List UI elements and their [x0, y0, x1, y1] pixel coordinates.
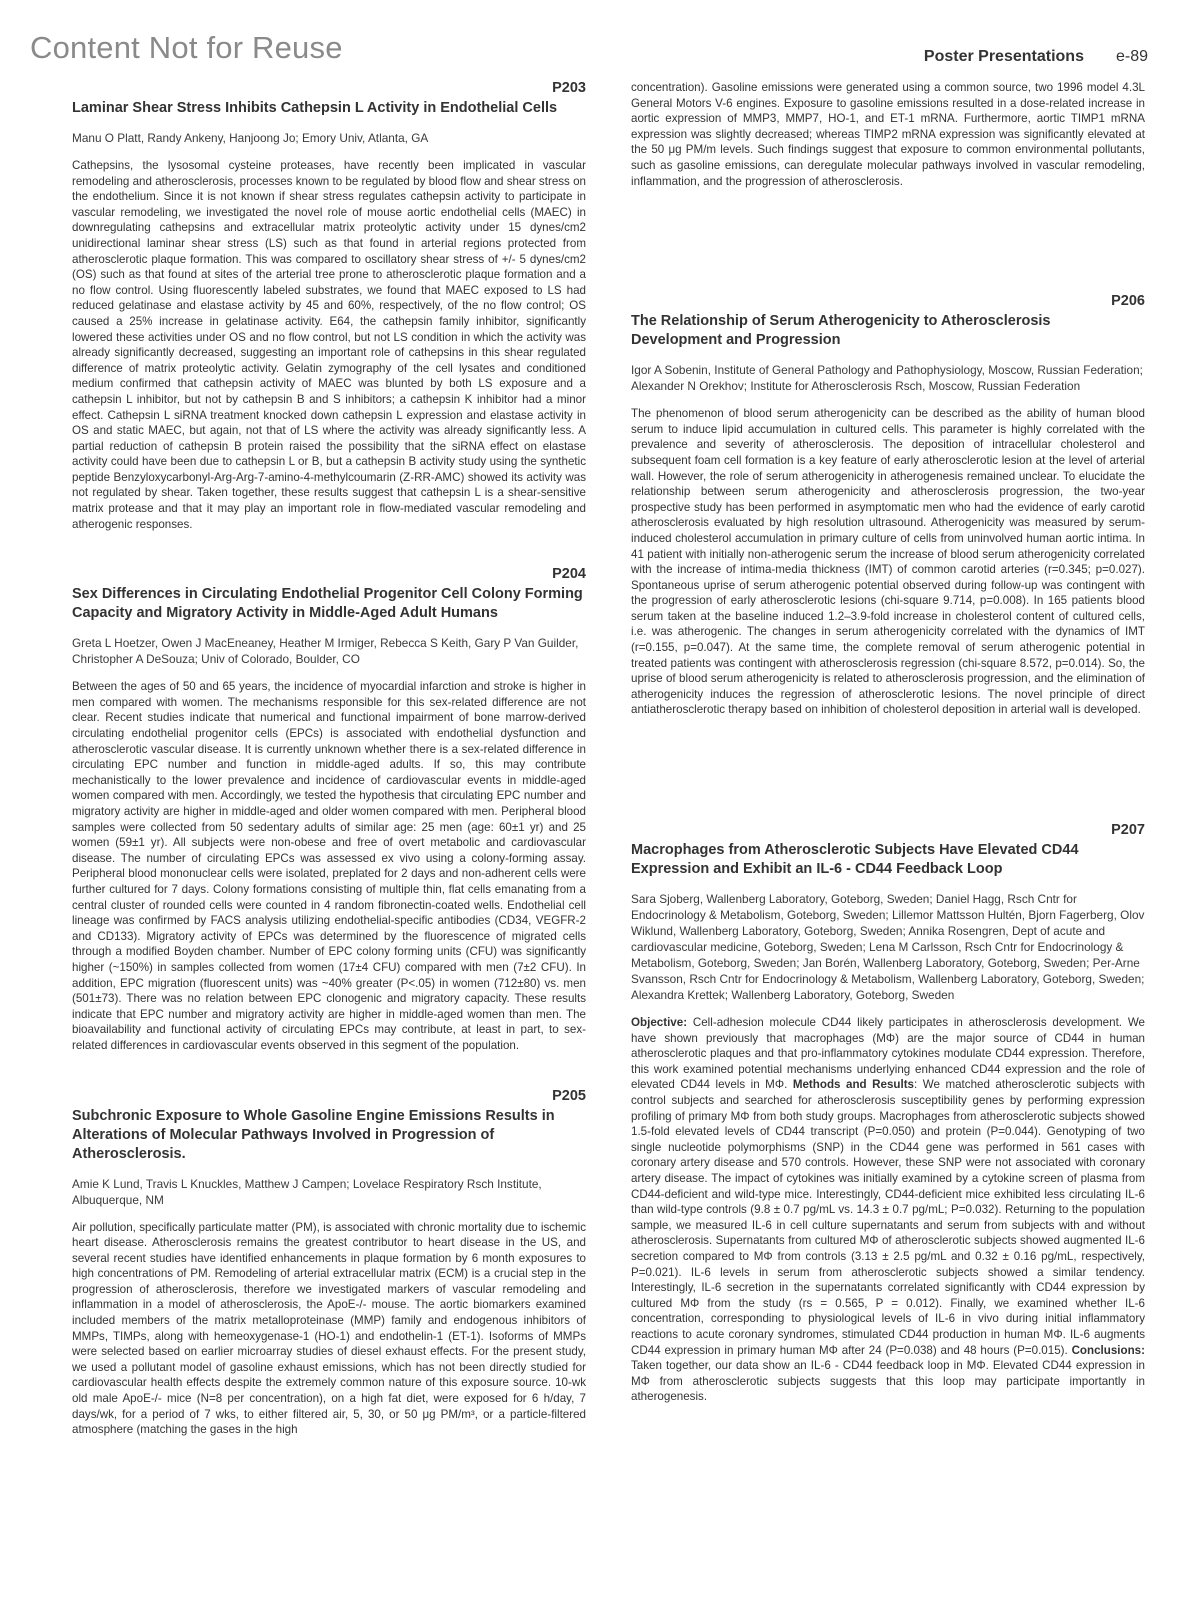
abstract-code: P204 — [552, 566, 586, 583]
section-title: Poster Presentations — [923, 48, 1084, 65]
abstract-title: Laminar Shear Stress Inhibits Cathepsin L Activity in Endothelial Cells — [72, 100, 558, 116]
right-column — [631, 80, 1145, 1405]
abstract-body — [631, 1015, 1145, 1405]
abstract-body: Cathepsins, the lysosomal cysteine proteases, have recently been implicated in vascular remodeling and atherosclerosis, processes known to be regulated by blood flow and shear stress on the endothelium. Since it is not known if shear stress regulates cathepsin activity to participate in vascular remodeling, we investigated the novel role of mouse aortic endothelial cells (MAEC) in downregulating cathepsins and extracellular matrix proteolytic activity under 15 dynes/cm2 unidirectional laminar shear stress (LS) such as that found in arterial regions protected from atherosclerotic plaque formation. This was compared to oscillatory shear stress of +/- 5 dynes/cm2 (OS) such as that found at sites of the arterial tree prone to atherosclerotic plaque formation and a no flow control. Using fluorescently labeled substrates, we found that MAEC exposed to LS had reduced gelatinase and elastase activity by 45 and 60%, respectively, of the no flow control; OS caused a 25% increase in gelatinase activity. E64, the cathepsin family inhibitor, significantly lowered these activities under OS and no flow control, but not LS condition in which the activity was already significantly decreased, suggesting an important role of cathepsins in this shear regulated difference of matrix proteolytic activity. Gelatin zymography of the cell lysates and conditioned medium confirmed that cathepsin activity of MAEC was blunted by both LS exposure and a cathepsin L inhibitor, but not by cathepsin B and S inhibitors; a cathepsin K inhibitor had a minor effect. Cathepsin L siRNA treatment knocked down cathepsin L expression and elastase activity in OS and static MAEC, but again, not that of LS where the activity was already significantly less. A partial reduction of cathepsin B protein raised the possibility that the siRNA effect on elastase activity could have been due to cathepsin L or B, but a cathepsin B activity study using the synthetic peptide Benzyloxycarbonyl-Arg-Arg-7-amino-4-methylcoumarin (Z-RR-AMC) showed its activity was not regulated by shear. Taken together, these results suggest that cathepsin L is a shear-sensitive matrix protease and that it may play an important role in flow-mediated vascular remodeling and atherogenic responses. — [72, 159, 586, 531]
abstract-p206 — [631, 293, 1145, 718]
abstract-title: The Relationship of Serum Atherogenicity to Atherosclerosis Development and Progression — [631, 313, 1051, 349]
abstract-code: P206 — [1111, 293, 1145, 310]
conclusions-label: Conclusions: — [1071, 1343, 1145, 1357]
page-number: e-89 — [1115, 48, 1148, 65]
left-column — [72, 80, 586, 1438]
abstract-title: Sex Differences in Circulating Endothelial Progenitor Cell Colony Forming Capacity and Migratory Activity in Middle-Aged Adult Humans — [72, 586, 583, 622]
abstract-authors: Igor A Sobenin, Institute of General Pathology and Pathophysiology, Moscow, Russian Federation; Alexander N Orekhov; Institute for Atherosclerosis Rsch, Moscow, Russian Federation — [631, 363, 1143, 394]
objective-label: Objective: — [631, 1016, 688, 1030]
abstract-p203 — [72, 80, 586, 532]
abstract-code: P205 — [552, 1087, 586, 1104]
conclusions-text: Taken together, our data show an IL-6 - CD44 feedback loop in MΦ. Elevated CD44 expression in MΦ from atherosclerotic subjects suggests that this loop may participate importantly in atherogenesis. — [631, 1359, 1145, 1404]
abstract-p204 — [72, 566, 586, 1053]
abstract-authors: Amie K Lund, Travis L Knuckles, Matthew J Campen; Lovelace Respiratory Rsch Institute, Albuquerque, NM — [72, 1176, 542, 1207]
methods-label: Methods and Results — [792, 1078, 915, 1092]
abstract-authors: Greta L Hoetzer, Owen J MacEneaney, Heather M Irmiger, Rebecca S Keith, Gary P Van Guilder, Christopher A DeSouza; Univ of Colorado, Boulder, CO — [72, 636, 579, 667]
abstract-body: Between the ages of 50 and 65 years, the incidence of myocardial infarction and stroke is higher in men compared with women. The mechanisms responsible for this sex-related difference are not clear. Recent studies indicate that numerical and functional impairment of bone marrow-derived circulating endothelial progenitor cells (EPCs) is associated with endothelial dysfunction and atherosclerotic vascular disease. It is currently unknown whether there is a sex-related difference in circulating EPC number and function in middle-aged adults. If so, this may contribute mechanistically to the lower prevalence and incidence of cardiovascular events in middle-aged women compared with men. Accordingly, we tested the hypothesis that circulating EPC number and migratory activity are higher in middle-aged and older women compared with men. Peripheral blood samples were collected from 50 sedentary adults of similar age: 25 men (age: 60±1 yr) and 25 women (59±1 yr). All subjects were non-obese and free of overt metabolic and cardiovascular disease. The number of circulating EPCs was assessed ex vivo using a colony-forming assay. Peripheral blood mononuclear cells were isolated, preplated for 2 days and non-adherent cells were further cultured for 7 days. Colony formations consisting of multiple thin, flat cells emanating from a central cluster of rounded cells were counted in 4 random fibronectin-coated wells. Endothelial cell lineage was confirmed by FACS analysis utilizing endothelial-specific antibodies (CD34, VEGFR-2 and CD133). Migratory activity of EPCs was determined by the fluorescence of migrated cells through a modified Boyden chamber. Number of EPC colony forming units (CFU) was significantly higher (~150%) in samples collected from women (17±4 CFU) compared with men (7±2 CFU). In addition, EPC migration (fluorescent units) was ~40% greater (P<.05) in women (712±80) vs. men (501±73). There was no relation between EPC clonogenic and migratory capacity. These results indicate that EPC number and migratory activity are higher in middle-aged women than men. The bioavailability and functional activity of circulating EPCs may contribute, at least in part, to sex-related differences in cardiovascular events observed in this segment of the population. — [72, 680, 586, 1052]
running-head — [924, 48, 1148, 66]
abstract-code: P207 — [1111, 822, 1145, 839]
abstract-authors: Sara Sjoberg, Wallenberg Laboratory, Goteborg, Sweden; Daniel Hagg, Rsch Cntr for Endocrinology & Metabolism, Goteborg, Sweden; Lillemor Mattsson Hultén, Bjorn Fagerberg, Olov Wiklund, Wallenberg Laboratory, Goteborg, Sweden; Annika Rosengren, Dept of acute and cardiovascular medicine, Goteborg, Sweden; Lena M Carlsson, Rsch Cntr for Endocrinology & Metabolism, Goteborg, Sweden; Jan Borén, Wallenberg Laboratory, Goteborg, Sweden; Per-Arne Svansson, Rsch Cntr for Endocrinology & Metabolism, Wallenberg Laboratory, Goteborg, Sweden; Alexandra Krettek; Wallenberg Laboratory, Goteborg, Sweden — [631, 892, 1145, 1003]
abstract-authors: Manu O Platt, Randy Ankeny, Hanjoong Jo; Emory Univ, Atlanta, GA — [72, 131, 429, 145]
abstract-continuation: concentration). Gasoline emissions were generated using a common source, two 1996 model 4.3L General Motors V-6 engines. Exposure to gasoline emissions resulted in a dose-related increase in aortic expression of MMP3, MMP7, HO-1, and ET-1 mRNA. Furthermore, aortic TIMP1 mRNA expression was slightly decreased; whereas TIMP2 mRNA expression was significantly elevated at the 50 μg PM/m levels. Such findings suggest that exposure to common environmental pollutants, such as gasoline emissions, can deregulate molecular pathways involved in vascular remodeling, inflammation, and the progression of atherosclerosis. — [631, 81, 1145, 188]
abstract-p205 — [72, 1088, 586, 1438]
methods-text: : We matched atherosclerotic subjects with control subjects and searched for atherosclerosis susceptibility genes by performing expression profiling of primary MΦ from both study groups. Macrophages from atherosclerotic subjects showed 1.5-fold elevated levels of CD44 transcript (P=0.050) and protein (P=0.044). Genotyping of two single nucleotide polymorphisms (SNP) in the CD44 gene was performed in 561 cases with coronary artery disease and 570 controls. However, these SNP were not associated with coronary artery disease. The impact of cytokines was initially examined by a cytokine screen of plasma from CD44-deficient and wild-type mice. Interestingly, CD44-deficient mice exhibited less circulating IL-6 than wild-type controls (9.8 ± 0.7 pg/mL vs. 14.3 ± 0.7 pg/mL; P=0.032). Returning to the population sample, we measured IL-6 in cell culture supernatants and serum from subjects with and without atherosclerosis. Supernatants from cultured MΦ of atherosclerotic subjects showed augmented IL-6 secretion compared to MΦ from controls (3.13 ± 2.5 pg/mL and 0.32 ± 0.16 pg/mL, respectively, P=0.021). IL-6 levels in serum from atherosclerotic subjects showed a similar tendency. Interestingly, IL-6 secretion in the supernatants correlated significantly with CD44 expression by cultured MΦ from the study (rs = 0.565, P = 0.012). Finally, we examined whether IL-6 concentration, corresponding to physiological levels of IL-6 in vivo during initial inflammatory reactions to acute coronary syndromes, stimulated CD44 production in human MΦ. IL-6 augments CD44 expression in primary human MΦ after 24 (P=0.038) and 48 hours (P=0.015). — [631, 1078, 1145, 1357]
abstract-body: The phenomenon of blood serum atherogenicity can be described as the ability of human blood serum to induce lipid accumulation in cultured cells. This parameter is highly correlated with the prevalence and severity of atherosclerosis. The deposition of intracellular cholesterol and subsequent foam cell formation is a key feature of early atherosclerotic lesion at the level of arterial wall. However, the role of serum atherogenicity in atherogenesis remained unclear. To elucidate the relationship between serum atherogenicity and atherosclerosis progression, the two-year prospective study has been performed in asymptomatic men who had the evidence of early carotid atherosclerosis evaluated by high resolution ultrasound. Atherogenicity was measured by serum-induced cholesterol accumulation in primary culture of cells from uninvolved human aortic intima. In 41 patient with initially non-atherogenic serum the increase of blood serum atherogenicity correlated with the increase of intima-media thickness (IMT) of common carotid arteries (r=0.345; p=0.027). Spontaneous uprise of serum atherogenic potential observed during follow-up was contingent with the progression of early atherosclerotic lesions (chi-square 9.714, p=0.008). In 165 patients blood serum taken at the baseline induced 1.2–3.9-fold increase in cholesterol content of cultured cells, i.e. was atherogenic. The changes in serum atherogenicity correlated with the dynamics of IMT (r=0.155, p=0.047). At the same time, the complete removal of serum atherogenic potential in treated patients was contingent with atherosclerosis regression (chi-square 8.572, p=0.014). So, the uprise of blood serum atherogenicity is related to atherosclerosis progression, and the elimination of atherogenicity induces the regression of atherosclerotic lesions. The novel principle of direct antiatherosclerotic therapy based on inhibition of cholesterol deposition in arterial wall is developed. — [631, 407, 1145, 717]
abstract-body: Air pollution, specifically particulate matter (PM), is associated with chronic mortality due to ischemic heart disease. Atherosclerosis remains the greatest contributor to heart disease in the US, and several recent studies have identified enhancements in plaque formation by 6 month exposures to high concentrations of PM. Remodeling of arterial extracellular matrix (ECM) is a crucial step in the progression of atherosclerosis, therefore we investigated markers of vascular remodeling and inflammation in a model of atherosclerosis, the ApoE-/- mouse. The aortic biomarkers examined included members of the matrix metalloproteinase (MMP) family and endogenous inhibitors of MMPs, TIMPs, along with hemeoxygenase-1 (HO-1) and endothelin-1 (ET-1). Isoforms of MMPs were selected based on earlier microarray studies of diesel exhaust effects. For the present study, we used a pollutant model of gasoline exhaust emissions, which has not been directly studied for cardiovascular health effects despite the extremely common nature of this exposure source. 10-wk old male ApoE-/- mice (N=8 per concentration), on a high fat diet, were exposed for 6 h/day, 7 days/wk, for a period of 7 wks, to either filtered air, 5, 30, or 50 μg PM/m³, or a particle-filtered atmosphere (matching the gases in the high — [72, 1220, 586, 1437]
abstract-title: Subchronic Exposure to Whole Gasoline Engine Emissions Results in Alterations of Molecular Pathways Involved in Progression of Atherosclerosis. — [72, 1107, 555, 1162]
objective-text: Cell-adhesion molecule CD44 likely participates in atherosclerosis development. We have shown previously that macrophages (MΦ) are the major source of CD44 in human atherosclerotic plaques and that pro-inflammatory cytokines modulate CD44 expression. Therefore, this work examined potential mechanisms underlying enhanced CD44 expression and the role of elevated CD44 levels in MΦ. — [631, 1016, 1145, 1092]
abstract-title: Macrophages from Atherosclerotic Subjects Have Elevated CD44 Expression and Exhibit an IL-6 - CD44 Feedback Loop — [631, 842, 1079, 878]
abstract-code: P203 — [552, 80, 586, 96]
abstract-p207 — [631, 822, 1145, 1405]
watermark: Content Not for Reuse — [30, 30, 343, 65]
